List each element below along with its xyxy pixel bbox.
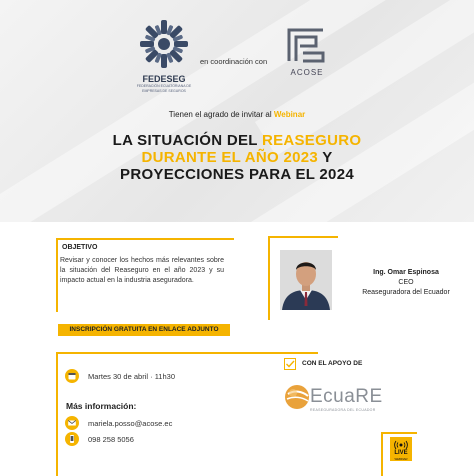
event-date: Martes 30 de abril · 11h30	[88, 372, 175, 381]
title-line1-a: LA SITUACIÓN DEL	[112, 132, 262, 149]
title-line1-b: REASEGURO	[261, 132, 362, 149]
checkbox-icon	[284, 358, 296, 370]
acose-logo-icon	[286, 26, 326, 64]
contact-email[interactable]: mariela.posso@acose.ec	[88, 419, 173, 428]
objective-title: OBJETIVO	[62, 244, 98, 251]
invite-prefix: Tienen el agrado de invitar al	[168, 110, 272, 119]
objective-text: Revisar y conocer los hechos más relevantes sobre la situación del Reaseguro en el año 2023 y su impacto actual en la industria aseguradora.	[60, 257, 224, 284]
speaker-name: Ing. Omar Espinosa	[373, 269, 439, 276]
fedeseg-subtitle: FEDERACIÓN ECUATORIANA DE EMPRESAS DE SEGUROS	[136, 84, 192, 93]
calendar-icon	[65, 369, 79, 383]
title-line2-b: Y	[318, 149, 333, 166]
live-sublabel: WEBINAR	[394, 457, 408, 461]
registration-banner[interactable]: INSCRIPCIÓN GRATUITA EN ENLACE ADJUNTO	[58, 324, 230, 336]
speaker-info	[342, 268, 470, 298]
invite-line	[0, 110, 474, 119]
acose-name: ACOSE	[290, 68, 324, 77]
contact-frame	[56, 352, 318, 476]
coordination-text: en coordinación con	[200, 57, 268, 66]
speaker-photo	[280, 250, 332, 310]
fedeseg-logo-icon	[138, 18, 190, 70]
event-title	[0, 132, 474, 183]
ecuare-logo-icon	[284, 384, 310, 410]
contact-title: Más información:	[66, 401, 137, 411]
mail-icon	[65, 416, 79, 430]
sponsor-subtitle: REASEGURADORA DEL ECUADOR	[310, 408, 376, 412]
invite-highlight: Webinar	[273, 110, 306, 119]
title-line2-a: DURANTE EL AÑO 2023	[141, 149, 319, 166]
support-label: CON EL APOYO DE	[302, 360, 363, 367]
phone-icon	[65, 432, 79, 446]
broadcast-icon	[390, 438, 412, 450]
title-line3: PROYECCIONES PARA EL 2024	[120, 166, 354, 183]
live-label: LIVE	[394, 450, 408, 456]
sponsor-name: EcuaRE	[310, 386, 383, 407]
speaker-company: Reaseguradora del Ecuador	[362, 289, 450, 296]
fedeseg-name: FEDESEG	[142, 74, 186, 84]
contact-phone[interactable]: 098 258 5056	[88, 435, 134, 444]
speaker-role: CEO	[398, 279, 414, 286]
